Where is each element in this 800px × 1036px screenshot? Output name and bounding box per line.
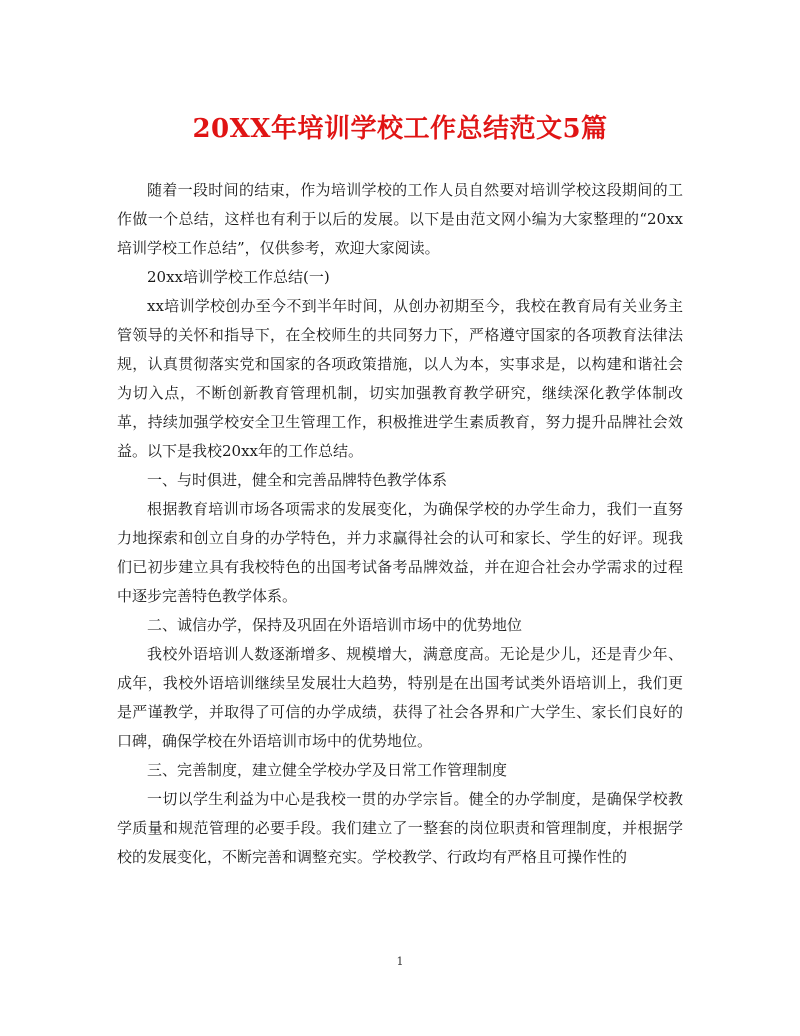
paragraph-heading-2: 二、诚信办学，保持及巩固在外语培训市场中的优势地位 (147, 616, 523, 634)
paragraph-intro: 随着一段时间的结束，作为培训学校的工作人员自然要对培训学校这段期间的工作做一个总结，这样也有利于以后的发展。以下是由范文网小编为大家整理的“20xx培训学校工作总结”，仅供参考，欢迎大家阅读。 (117, 181, 683, 257)
paragraph-body-3: 一切以学生利益为中心是我校一贯的办学宗旨。健全的办学制度，是确保学校教学质量和规范管理的必要手段。我们建立了一整套的岗位职责和管理制度，并根据学校的发展变化，不断完善和调整充实。学校教学、行政均有严格且可操作性的 (117, 790, 683, 866)
page-number: 1 (396, 955, 404, 968)
paragraph-body-2: 我校外语培训人数逐渐增多、规模增大，满意度高。无论是少儿，还是青少年、成年，我校外语培训继续呈发展壮大趋势，特别是在出国考试类外语培训上，我们更是严谨教学，并取得了可信的办学成绩，获得了社会各界和广大学生、家长们良好的口碑，确保学校在外语培训市场中的优势地位。 (117, 645, 683, 750)
paragraph-overview: xx培训学校创办至今不到半年时间，从创办初期至今，我校在教育局有关业务主管领导的关怀和指导下，在全校师生的共同努力下，严格遵守国家的各项教育法律法规，认真贯彻落实党和国家的各项政策措施，以人为本，实事求是，以构建和谐社会为切入点，不断创新教育管理机制，切实加强教育教学研究，继续深化教学体制改革，持续加强学校安全卫生管理工作，积极推进学生素质教育，努力提升品牌社会效益。以下是我校20xx年的工作总结。 (117, 297, 683, 460)
document-title: 20XX年培训学校工作总结范文5篇 (192, 114, 608, 144)
paragraph-heading-3: 三、完善制度，建立健全学校办学及日常工作管理制度 (147, 761, 508, 779)
paragraph-heading-1: 一、与时俱进，健全和完善品牌特色教学体系 (147, 471, 448, 489)
paragraph-section-heading: 20xx培训学校工作总结(一) (147, 268, 330, 286)
paragraph-body-1: 根据教育培训市场各项需求的发展变化，为确保学校的办学生命力，我们一直努力地探索和创立自身的办学特色，并力求赢得社会的认可和家长、学生的好评。现我们已初步建立具有我校特色的出国考试备考品牌效益，并在迎合社会办学需求的过程中逐步完善特色教学体系。 (117, 500, 683, 605)
document-body (117, 176, 683, 872)
